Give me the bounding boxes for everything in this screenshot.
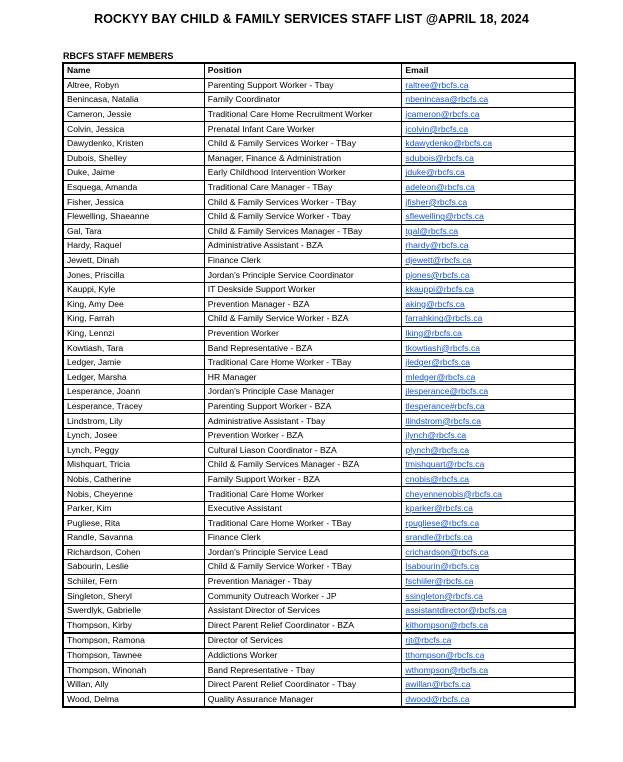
staff-position-cell: Assistant Director of Services [204,603,402,618]
table-row [63,253,575,268]
staff-name-cell: King, Lennzi [63,326,204,341]
staff-position-cell: Jordan's Principle Service Lead [204,545,402,560]
table-row [63,355,575,370]
staff-position-cell: Parenting Support Worker - Tbay [204,78,402,93]
staff-position-cell: Cultural Liason Coordinator - BZA [204,443,402,458]
table-row [63,545,575,560]
staff-position-cell: Executive Assistant [204,501,402,516]
staff-email-link[interactable]: plynch@rbcfs.ca [402,443,575,458]
table-row [63,414,575,429]
column-header-position: Position [204,63,402,78]
staff-name-cell: Ledger, Jamie [63,355,204,370]
staff-position-cell: Manager, Finance & Administration [204,151,402,166]
staff-email-link[interactable]: tgal@rbcfs.ca [402,224,575,239]
staff-email-link[interactable]: wthompson@rbcfs.ca [402,663,575,678]
staff-name-cell: Duke, Jaime [63,166,204,181]
staff-position-cell: Child & Family Service Worker - Tbay [204,209,402,224]
staff-email-link[interactable]: srandle@rbcfs.ca [402,531,575,546]
staff-email-link[interactable]: aking@rbcfs.ca [402,297,575,312]
staff-email-link[interactable]: sflewelling@rbcfs.ca [402,209,575,224]
column-header-email: Email [402,63,575,78]
staff-name-cell: Colvin, Jessica [63,122,204,137]
staff-position-cell: Addictions Worker [204,648,402,663]
table-row [63,428,575,443]
staff-email-link[interactable]: farrahking@rbcfs.ca [402,312,575,327]
table-row [63,677,575,692]
staff-email-link[interactable]: adeleon@rbcfs.ca [402,180,575,195]
staff-name-cell: Hardy, Raquel [63,239,204,254]
staff-name-cell: Thompson, Winonah [63,663,204,678]
staff-table-body [63,78,575,707]
staff-name-cell: Nobis, Catherine [63,472,204,487]
staff-name-cell: Wood, Delma [63,692,204,707]
staff-position-cell: Jordan's Principle Case Manager [204,385,402,400]
staff-position-cell: Community Outreach Worker - JP [204,589,402,604]
table-row [63,136,575,151]
staff-position-cell: Traditional Care Home Worker [204,487,402,502]
staff-position-cell: Prevention Worker [204,326,402,341]
staff-position-cell: Prevention Manager - Tbay [204,574,402,589]
staff-position-cell: Child & Family Service Worker - BZA [204,312,402,327]
staff-email-link[interactable]: lsabourin@rbcfs.ca [402,560,575,575]
staff-email-link[interactable]: tmishquart@rbcfs.ca [402,458,575,473]
staff-name-cell: Flewelling, Shaeanne [63,209,204,224]
table-row [63,516,575,531]
staff-position-cell: Band Representative - BZA [204,341,402,356]
table-row [63,531,575,546]
staff-email-link[interactable]: fschiiler@rbcfs.ca [402,574,575,589]
staff-email-link[interactable]: ssingleton@rbcfs.ca [402,589,575,604]
table-row [63,341,575,356]
staff-position-cell: Quality Assurance Manager [204,692,402,707]
staff-name-cell: Randle, Savanna [63,531,204,546]
table-row [63,107,575,122]
staff-position-cell: Direct Parent Relief Coordinator - BZA [204,618,402,633]
staff-position-cell: Child & Family Services Worker - TBay [204,136,402,151]
staff-email-link[interactable]: mledger@rbcfs.ca [402,370,575,385]
staff-position-cell: Child & Family Services Manager - BZA [204,458,402,473]
staff-name-cell: Lesperance, Tracey [63,399,204,414]
staff-email-link[interactable]: kparker@rbcfs.ca [402,501,575,516]
staff-position-cell: Child & Family Services Worker - TBay [204,195,402,210]
staff-name-cell: King, Farrah [63,312,204,327]
staff-name-cell: Kauppi, Kyle [63,282,204,297]
table-header-row [63,63,575,78]
staff-position-cell: Family Coordinator [204,93,402,108]
table-row [63,209,575,224]
staff-position-cell: Parenting Support Worker - BZA [204,399,402,414]
table-row [63,458,575,473]
staff-email-link[interactable]: awillan@rbcfs.ca [402,677,575,692]
table-row [63,648,575,663]
staff-position-cell: Jordan's Principle Service Coordinator [204,268,402,283]
staff-email-link[interactable]: lking@rbcfs.ca [402,326,575,341]
staff-position-cell: Finance Clerk [204,253,402,268]
staff-name-cell: Dawydenko, Kristen [63,136,204,151]
staff-position-cell: Prevention Worker - BZA [204,428,402,443]
staff-position-cell: Director of Services [204,633,402,648]
staff-position-cell: Band Representative - Tbay [204,663,402,678]
staff-email-link[interactable]: tkowtiash@rbcfs.ca [402,341,575,356]
staff-position-cell: Administrative Assistant - Tbay [204,414,402,429]
staff-position-cell: Administrative Assistant - BZA [204,239,402,254]
staff-email-link[interactable]: jcameron@rbcfs.ca [402,107,575,122]
table-row [63,268,575,283]
table-row [63,633,575,648]
table-row [63,574,575,589]
staff-name-cell: Pugliese, Rita [63,516,204,531]
staff-position-cell: IT Deskside Support Worker [204,282,402,297]
staff-table [62,62,576,708]
staff-email-link[interactable]: jlynch@rbcfs.ca [402,428,575,443]
table-row [63,399,575,414]
staff-email-link[interactable]: rhardy@rbcfs.ca [402,239,575,254]
staff-name-cell: Lynch, Peggy [63,443,204,458]
staff-email-link[interactable]: dwood@rbcfs.ca [402,692,575,707]
staff-email-link[interactable]: jcolvin@rbcfs.ca [402,122,575,137]
staff-position-cell: Direct Parent Relief Coordinator - Tbay [204,677,402,692]
table-row [63,297,575,312]
table-row [63,93,575,108]
staff-email-link[interactable]: rpugliese@rbcfs.ca [402,516,575,531]
table-row [63,180,575,195]
staff-position-cell: Traditional Care Manager - TBay [204,180,402,195]
staff-email-link[interactable]: nbenincasa@rbcfs.ca [402,93,575,108]
staff-email-link[interactable]: assistantdirector@rbcfs.ca [402,603,575,618]
table-row [63,78,575,93]
staff-name-cell: Thompson, Ramona [63,633,204,648]
staff-email-link[interactable]: cheyennenobis@rbcfs.ca [402,487,575,502]
staff-position-cell: Prenatal Infant Care Worker [204,122,402,137]
staff-name-cell: Jones, Priscilla [63,268,204,283]
staff-name-cell: Cameron, Jessie [63,107,204,122]
table-row [63,239,575,254]
staff-email-link[interactable]: cnobis@rbcfs.ca [402,472,575,487]
table-row [63,122,575,137]
staff-position-cell: Prevention Manager - BZA [204,297,402,312]
staff-email-link[interactable]: kdawydenko@rbcfs.ca [402,136,575,151]
staff-name-cell: Richardson, Cohen [63,545,204,560]
table-row [63,370,575,385]
table-row [63,224,575,239]
staff-name-cell: Dubois, Shelley [63,151,204,166]
staff-name-cell: Thompson, Kirby [63,618,204,633]
staff-name-cell: Lynch, Josee [63,428,204,443]
staff-email-link[interactable]: sdubois@rbcfs.ca [402,151,575,166]
staff-email-link[interactable]: kithompson@rbcfs.ca [402,618,575,633]
staff-position-cell: Early Childhood Intervention Worker [204,166,402,181]
staff-email-link[interactable]: raltree@rbcfs.ca [402,78,575,93]
table-row [63,663,575,678]
staff-email-link[interactable]: kkauppi@rbcfs.ca [402,282,575,297]
staff-position-cell: Traditional Care Home Worker - TBay [204,355,402,370]
staff-name-cell: King, Amy Dee [63,297,204,312]
table-row [63,282,575,297]
table-row [63,443,575,458]
staff-position-cell: Traditional Care Home Recruitment Worker [204,107,402,122]
staff-email-link[interactable]: tlesperance#rbcfs.ca [402,399,575,414]
staff-name-cell: Altree, Robyn [63,78,204,93]
staff-name-cell: Swerdlyk, Gabrielle [63,603,204,618]
staff-email-link[interactable]: jledger@rbcfs.ca [402,355,575,370]
staff-email-link[interactable]: jfisher@rbcfs.ca [402,195,575,210]
staff-email-link[interactable]: djewett@rbcfs.ca [402,253,575,268]
staff-position-cell: Traditional Care Home Worker - TBay [204,516,402,531]
staff-email-link[interactable]: jduke@rbcfs.ca [402,166,575,181]
table-row [63,472,575,487]
table-row [63,151,575,166]
staff-name-cell: Nobis, Cheyenne [63,487,204,502]
table-row [63,618,575,633]
staff-email-link[interactable]: pjones@rbcfs.ca [402,268,575,283]
staff-name-cell: Benincasa, Natalia [63,93,204,108]
table-row [63,326,575,341]
table-row [63,501,575,516]
table-row [63,487,575,502]
section-heading: RBCFS STAFF MEMBERS [63,51,174,61]
staff-position-cell: Child & Family Service Worker - TBay [204,560,402,575]
table-row [63,603,575,618]
staff-email-link[interactable]: llindstrom@rbcfs.ca [402,414,575,429]
staff-name-cell: Singleton, Sheryl [63,589,204,604]
table-row [63,692,575,707]
staff-email-link[interactable]: rjt@rbcfs.ca [402,633,575,648]
table-row [63,589,575,604]
staff-name-cell: Parker, Kim [63,501,204,516]
staff-position-cell: Child & Family Services Manager - TBay [204,224,402,239]
staff-email-link[interactable]: crichardson@rbcfs.ca [402,545,575,560]
column-header-name: Name [63,63,204,78]
staff-email-link[interactable]: tthompson@rbcfs.ca [402,648,575,663]
table-row [63,560,575,575]
staff-name-cell: Fisher, Jessica [63,195,204,210]
staff-position-cell: Family Support Worker - BZA [204,472,402,487]
staff-name-cell: Kowtiash, Tara [63,341,204,356]
staff-position-cell: Finance Clerk [204,531,402,546]
staff-name-cell: Schiiler, Fern [63,574,204,589]
table-row [63,385,575,400]
staff-name-cell: Thompson, Tawnee [63,648,204,663]
staff-position-cell: HR Manager [204,370,402,385]
staff-name-cell: Lindstrom, Lily [63,414,204,429]
table-row [63,195,575,210]
table-row [63,166,575,181]
staff-name-cell: Mishquart, Tricia [63,458,204,473]
staff-email-link[interactable]: jlesperance@rbcfs.ca [402,385,575,400]
staff-name-cell: Esquega, Amanda [63,180,204,195]
table-row [63,312,575,327]
staff-name-cell: Jewett, Dinah [63,253,204,268]
staff-name-cell: Willan, Ally [63,677,204,692]
staff-name-cell: Ledger, Marsha [63,370,204,385]
staff-name-cell: Sabourin, Leslie [63,560,204,575]
document-title: ROCKYY BAY CHILD & FAMILY SERVICES STAFF LIST @APRIL 18, 2024 [94,12,529,26]
staff-name-cell: Gal, Tara [63,224,204,239]
staff-name-cell: Lesperance, Joann [63,385,204,400]
